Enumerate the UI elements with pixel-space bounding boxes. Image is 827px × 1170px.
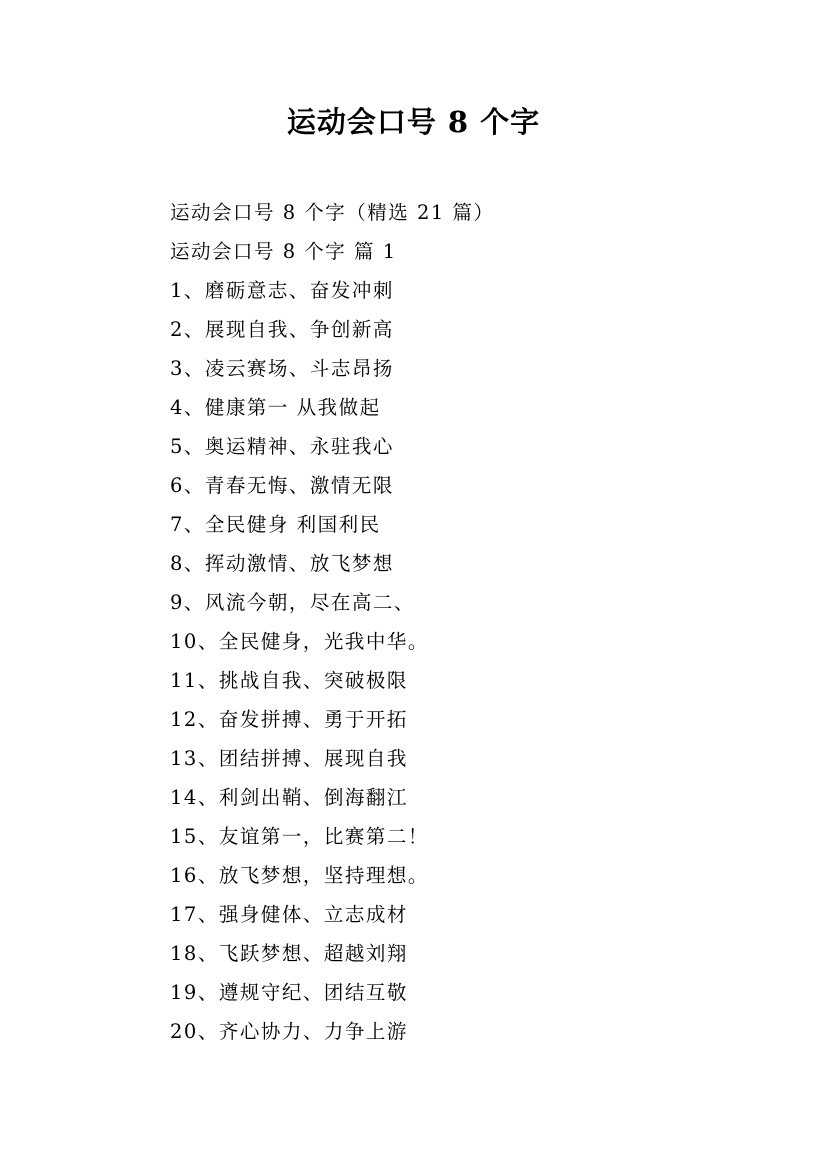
slogan-item-9: 9、风流今朝，尽在高二、: [170, 591, 415, 614]
slogan-item-7: 7、全民健身 利国利民: [170, 513, 381, 536]
document-body: [170, 193, 770, 1051]
slogan-item-19: 19、遵规守纪、团结互敬: [170, 981, 408, 1004]
slogan-item-16: 16、放飞梦想，坚持理想。: [170, 864, 429, 887]
slogan-item-3: 3、凌云赛场、斗志昂扬: [170, 357, 394, 380]
slogan-item-5: 5、奥运精神、永驻我心: [170, 435, 394, 458]
document-title: 运动会口号 8 个字: [286, 105, 541, 139]
document-subtitle: 运动会口号 8 个字（精选 21 篇）: [170, 201, 495, 224]
section-heading: 运动会口号 8 个字 篇 1: [170, 240, 397, 263]
slogan-item-18: 18、飞跃梦想、超越刘翔: [170, 942, 408, 965]
slogan-item-15: 15、友谊第一，比赛第二！: [170, 825, 429, 848]
slogan-item-6: 6、青春无悔、激情无限: [170, 474, 394, 497]
slogan-item-1: 1、磨砺意志、奋发冲刺: [170, 279, 394, 302]
slogan-item-10: 10、全民健身，光我中华。: [170, 630, 429, 653]
slogan-item-11: 11、挑战自我、突破极限: [170, 669, 408, 692]
slogan-item-17: 17、强身健体、立志成材: [170, 903, 408, 926]
slogan-item-14: 14、利剑出鞘、倒海翻江: [170, 786, 408, 809]
slogan-item-4: 4、健康第一 从我做起: [170, 396, 381, 419]
slogan-item-20: 20、齐心协力、力争上游: [170, 1020, 408, 1043]
slogan-item-12: 12、奋发拼搏、勇于开拓: [170, 708, 408, 731]
slogan-item-8: 8、挥动激情、放飞梦想: [170, 552, 394, 575]
slogan-item-13: 13、团结拼搏、展现自我: [170, 747, 408, 770]
slogan-item-2: 2、展现自我、争创新高: [170, 318, 394, 341]
